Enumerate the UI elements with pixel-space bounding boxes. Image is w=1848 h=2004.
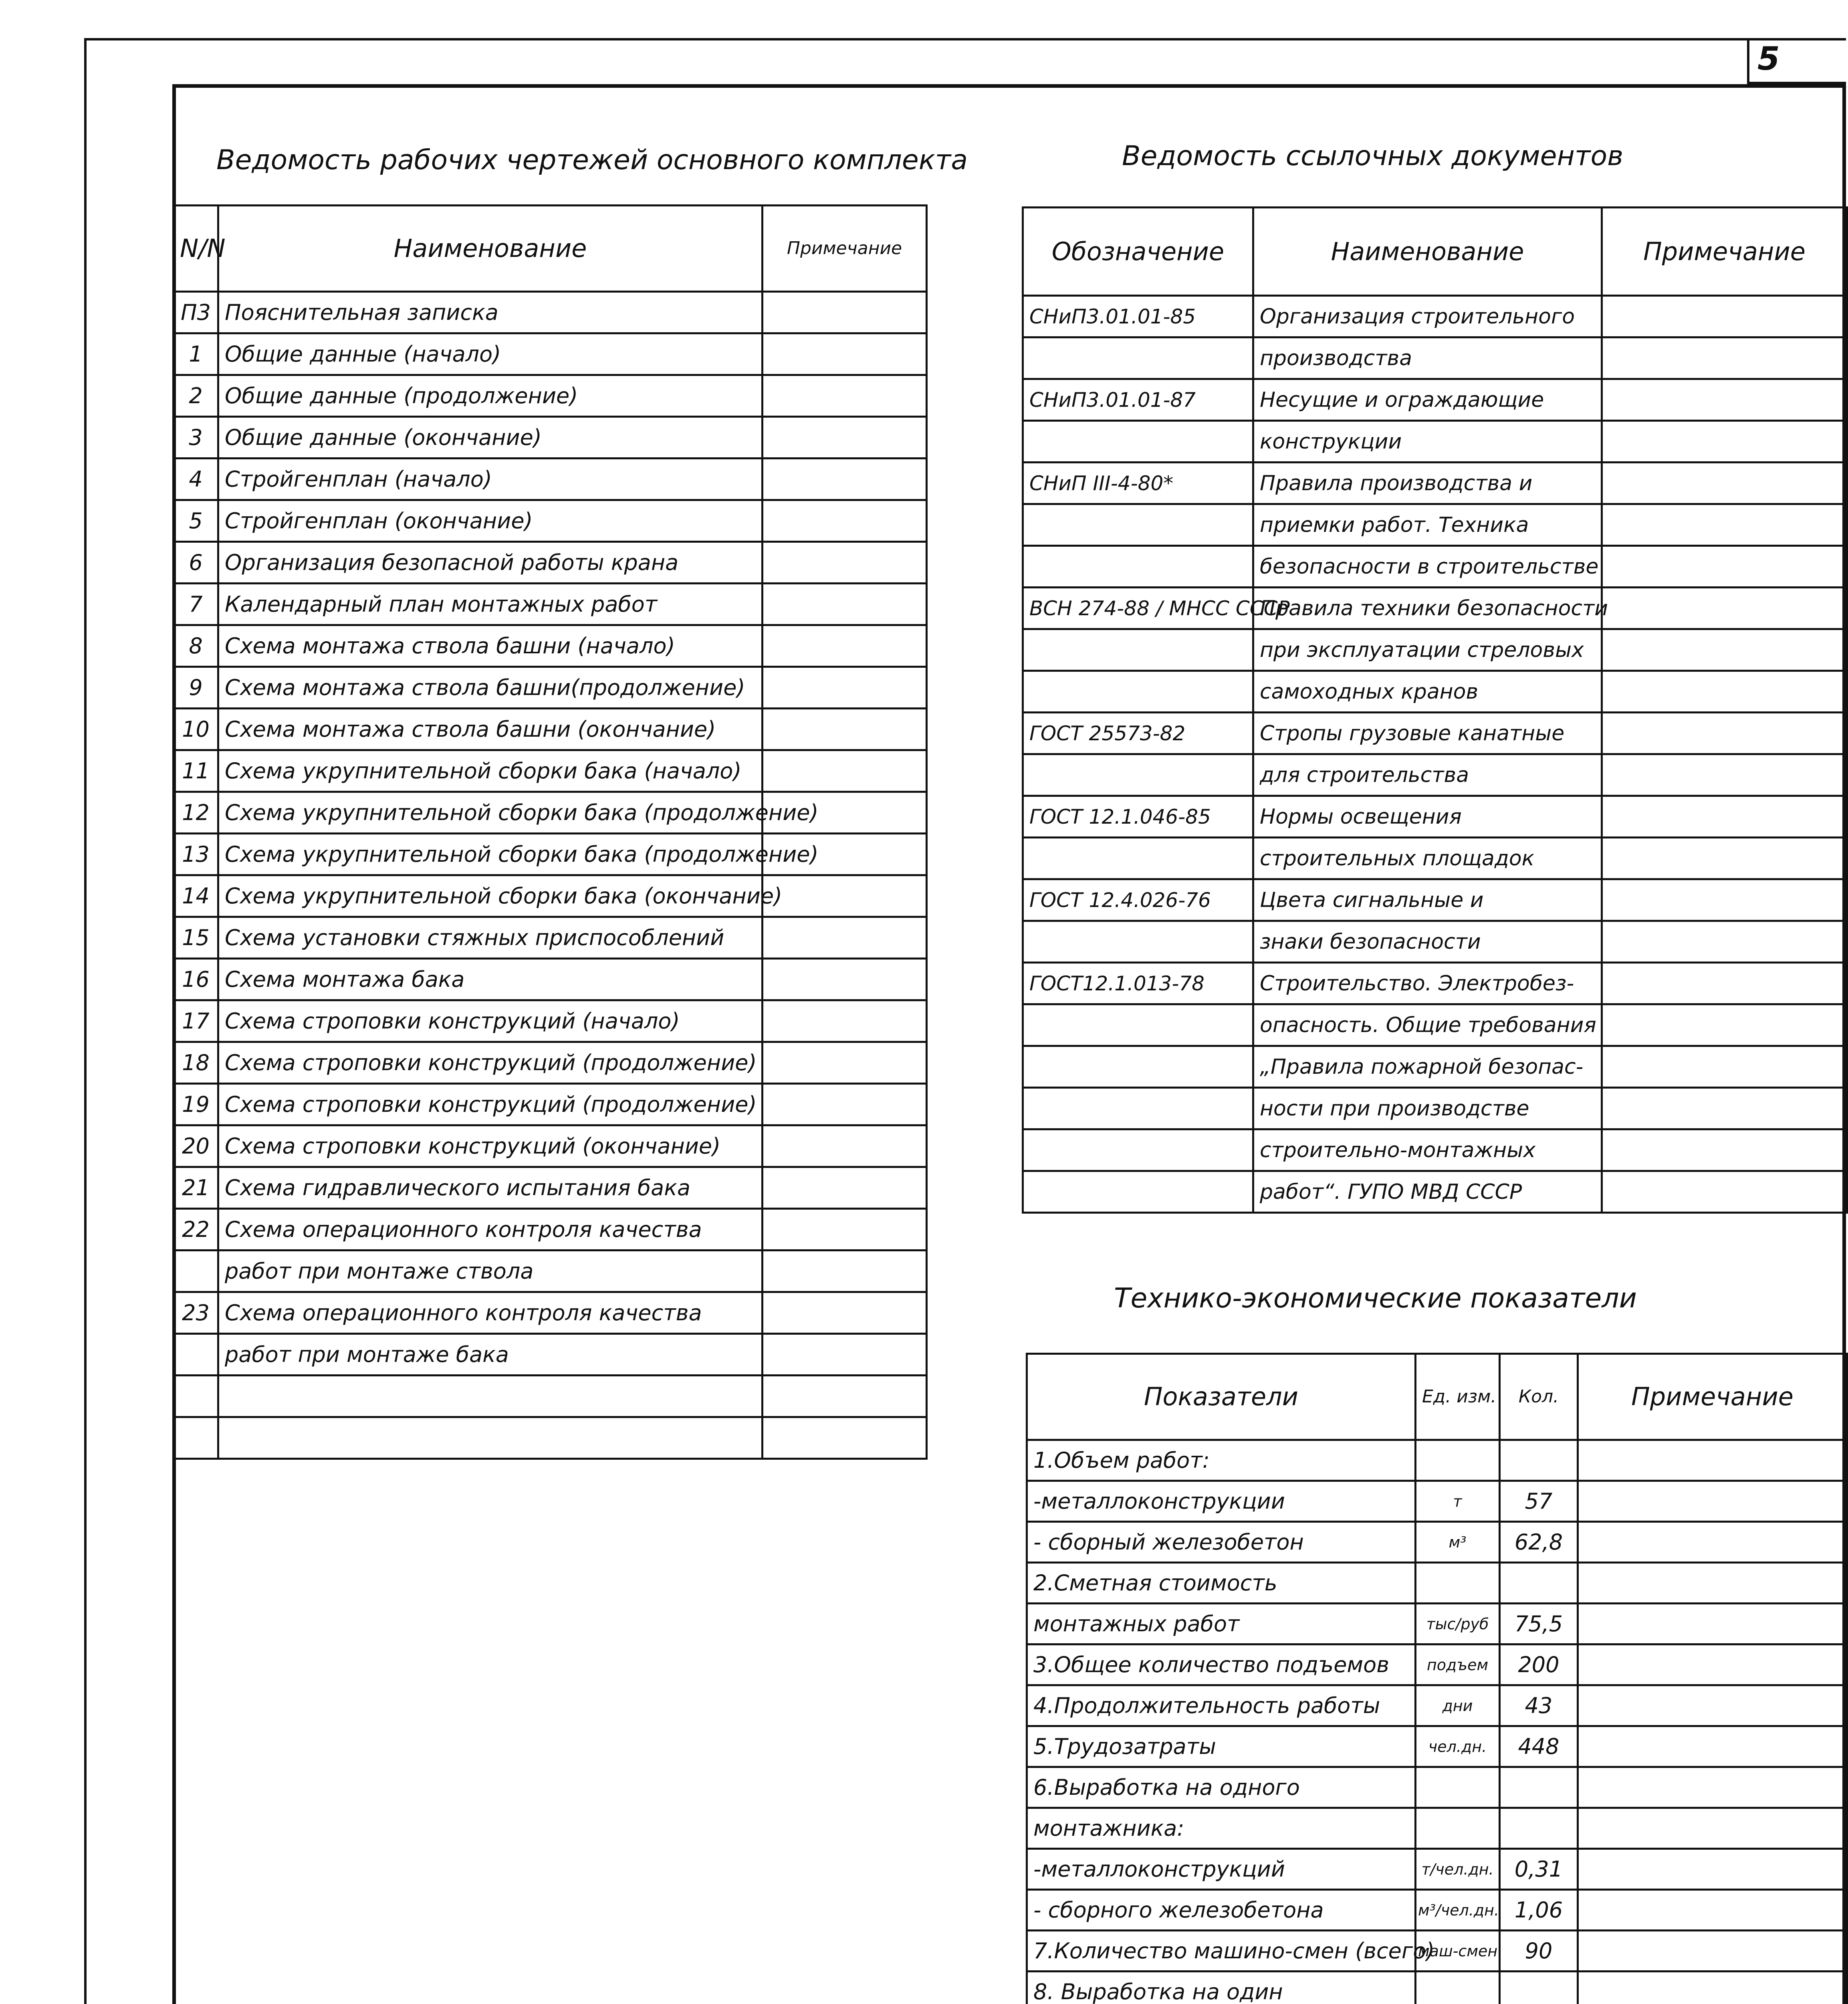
row-note: [1602, 838, 1847, 879]
row-note: [763, 500, 927, 542]
row-indicator: - сборный железобетон: [1027, 1522, 1416, 1563]
table-row: [1027, 1644, 1847, 1685]
table-row: [174, 1167, 927, 1209]
row-name: Стройгенплан (окончание): [218, 500, 763, 542]
row-qty: [1500, 1767, 1578, 1808]
row-note: [1602, 379, 1847, 421]
table-row: [174, 917, 927, 959]
row-num: 8: [174, 625, 218, 667]
row-note: [1602, 796, 1847, 838]
row-num: 1: [174, 333, 218, 375]
row-name: Схема операционного контроля качества: [218, 1292, 763, 1334]
table-row: [1023, 546, 1847, 588]
row-qty: 90: [1500, 1931, 1578, 1972]
row-qty: 1,06: [1500, 1890, 1578, 1931]
row-note: [1602, 629, 1847, 671]
table-row: [1027, 1808, 1847, 1849]
row-name: Организация безопасной работы крана: [218, 542, 763, 584]
row-note: [1602, 504, 1847, 546]
row-qty: [1500, 1972, 1578, 2004]
row-indicator: -металлоконструкции: [1027, 1481, 1416, 1522]
table-row: [1027, 1931, 1847, 1972]
row-code: ГОСТ 12.4.026-76: [1023, 879, 1253, 921]
row-note: [763, 1209, 927, 1250]
table-row: [174, 500, 927, 542]
table-row: [1023, 629, 1847, 671]
row-note: [1602, 1046, 1847, 1088]
row-name: знаки безопасности: [1253, 921, 1602, 963]
row-name: строительно-монтажных: [1253, 1129, 1602, 1171]
row-note: [763, 417, 927, 459]
row-note: [763, 1125, 927, 1167]
row-note: [1602, 588, 1847, 629]
row-code: СНиП3.01.01-85: [1023, 296, 1253, 337]
table-row: [174, 1334, 927, 1376]
row-note: [763, 959, 927, 1000]
table-row: [174, 417, 927, 459]
table-row: [174, 667, 927, 709]
tech-table-title: Технико-экономические показатели: [1114, 1283, 1637, 1314]
table-row: [1023, 754, 1847, 796]
header-qty: Кол.: [1500, 1354, 1578, 1440]
row-code: СНиП3.01.01-87: [1023, 379, 1253, 421]
table-row: [174, 625, 927, 667]
row-note: [763, 917, 927, 959]
row-name: Строительство. Электробез-: [1253, 963, 1602, 1004]
row-note: [1602, 754, 1847, 796]
row-num: 14: [174, 875, 218, 917]
row-name: Схема укрупнительной сборки бака (продолжение): [218, 834, 763, 875]
row-name: Стропы грузовые канатные: [1253, 713, 1602, 754]
row-code: [1023, 921, 1253, 963]
header-name: Наименование: [218, 206, 763, 292]
row-code: [1023, 337, 1253, 379]
row-note: [763, 375, 927, 417]
row-name: Организация строительного: [1253, 296, 1602, 337]
row-note: [763, 292, 927, 333]
table-row: [1027, 1685, 1847, 1726]
row-unit: [1416, 1440, 1500, 1481]
row-name: Схема строповки конструкций (продолжение): [218, 1084, 763, 1125]
table-row: [1023, 337, 1847, 379]
row-name: Схема монтажа ствола башни (окончание): [218, 709, 763, 750]
row-num: 15: [174, 917, 218, 959]
row-unit: дни: [1416, 1685, 1500, 1726]
row-note: [1578, 1481, 1847, 1522]
row-name: работ при монтаже ствола: [218, 1250, 763, 1292]
row-note: [763, 1376, 927, 1417]
row-num: 12: [174, 792, 218, 834]
row-note: [1602, 296, 1847, 337]
table-row: [1027, 1767, 1847, 1808]
row-indicator: 2.Сметная стоимость: [1027, 1563, 1416, 1604]
table-row: [174, 1417, 927, 1459]
table-row: [1023, 379, 1847, 421]
row-name: Схема монтажа бака: [218, 959, 763, 1000]
row-code: [1023, 421, 1253, 463]
row-note: [1578, 1604, 1847, 1644]
row-name: Несущие и ограждающие: [1253, 379, 1602, 421]
row-note: [1602, 713, 1847, 754]
table-row: [1023, 838, 1847, 879]
row-note: [1602, 421, 1847, 463]
row-qty: [1500, 1563, 1578, 1604]
row-num: 13: [174, 834, 218, 875]
table-row: [1023, 1129, 1847, 1171]
row-indicator: 3.Общее количество подъемов: [1027, 1644, 1416, 1685]
table-row: [1023, 421, 1847, 463]
table-row: [1027, 1849, 1847, 1890]
table-row: [174, 750, 927, 792]
row-note: [1602, 1004, 1847, 1046]
row-note: [1578, 1972, 1847, 2004]
row-qty: 75,5: [1500, 1604, 1578, 1644]
row-code: [1023, 546, 1253, 588]
row-note: [1602, 1171, 1847, 1213]
row-note: [763, 1042, 927, 1084]
row-code: [1023, 1004, 1253, 1046]
row-name: опасность. Общие требования: [1253, 1004, 1602, 1046]
row-code: [1023, 1046, 1253, 1088]
row-num: 22: [174, 1209, 218, 1250]
table-row: [1023, 1046, 1847, 1088]
row-code: [1023, 1129, 1253, 1171]
row-unit: маш-смен: [1416, 1931, 1500, 1972]
row-name: Схема укрупнительной сборки бака (окончание): [218, 875, 763, 917]
row-name: Схема установки стяжных приспособлений: [218, 917, 763, 959]
row-name: работ“. ГУПО МВД СССР: [1253, 1171, 1602, 1213]
header-code: Обозначение: [1023, 208, 1253, 296]
table-row: [174, 959, 927, 1000]
row-num: [174, 1376, 218, 1417]
row-note: [1578, 1644, 1847, 1685]
row-num: 4: [174, 459, 218, 500]
row-num: 18: [174, 1042, 218, 1084]
row-note: [1578, 1849, 1847, 1890]
row-indicator: монтажных работ: [1027, 1604, 1416, 1644]
row-note: [1578, 1685, 1847, 1726]
row-name: Схема операционного контроля качества: [218, 1209, 763, 1250]
row-num: 16: [174, 959, 218, 1000]
table-row: [174, 1209, 927, 1250]
row-num: П3: [174, 292, 218, 333]
table-row: [1023, 879, 1847, 921]
row-num: 9: [174, 667, 218, 709]
row-name: Схема укрупнительной сборки бака (продолжение): [218, 792, 763, 834]
table-row: [174, 1292, 927, 1334]
table-row: [1023, 921, 1847, 963]
table-row: [174, 292, 927, 333]
table-row: [1027, 1972, 1847, 2004]
row-name: Схема укрупнительной сборки бака (начало): [218, 750, 763, 792]
row-indicator: 6.Выработка на одного: [1027, 1767, 1416, 1808]
row-note: [1578, 1931, 1847, 1972]
row-note: [1602, 671, 1847, 713]
row-name: производства: [1253, 337, 1602, 379]
table-row: [1023, 963, 1847, 1004]
row-name: [218, 1376, 763, 1417]
row-indicator: 7.Количество машино-смен (всего): [1027, 1931, 1416, 1972]
row-indicator: 5.Трудозатраты: [1027, 1726, 1416, 1767]
row-unit: т: [1416, 1481, 1500, 1522]
row-name: Нормы освещения: [1253, 796, 1602, 838]
row-note: [1578, 1726, 1847, 1767]
row-note: [763, 584, 927, 625]
table-row: [1027, 1440, 1847, 1481]
ref-table-title: Ведомость ссылочных документов: [1122, 140, 1624, 172]
row-note: [1602, 463, 1847, 504]
table-row: [1023, 796, 1847, 838]
row-code: СНиП III-4-80*: [1023, 463, 1253, 504]
table-row: [1023, 713, 1847, 754]
header-note: Примечание: [763, 206, 927, 292]
table-row: [1023, 1004, 1847, 1046]
row-indicator: 1.Объем работ:: [1027, 1440, 1416, 1481]
header-note: Примечание: [1602, 208, 1847, 296]
row-name: самоходных кранов: [1253, 671, 1602, 713]
table-row: [1023, 588, 1847, 629]
row-note: [1602, 337, 1847, 379]
row-code: ГОСТ 25573-82: [1023, 713, 1253, 754]
table-row: [174, 1125, 927, 1167]
header-indicator: Показатели: [1027, 1354, 1416, 1440]
row-name: Схема строповки конструкций (окончание): [218, 1125, 763, 1167]
row-name: Правила производства и: [1253, 463, 1602, 504]
row-name: Схема строповки конструкций (продолжение): [218, 1042, 763, 1084]
row-unit: [1416, 1808, 1500, 1849]
row-qty: 57: [1500, 1481, 1578, 1522]
row-note: [763, 1334, 927, 1376]
table-row: [174, 1250, 927, 1292]
row-note: [1578, 1522, 1847, 1563]
row-note: [763, 459, 927, 500]
row-num: 21: [174, 1167, 218, 1209]
table-row: [1023, 671, 1847, 713]
table-row: [174, 459, 927, 500]
table-row: [174, 375, 927, 417]
row-indicator: -металлоконструкций: [1027, 1849, 1416, 1890]
row-code: [1023, 754, 1253, 796]
row-name: Пояснительная записка: [218, 292, 763, 333]
row-note: [1578, 1563, 1847, 1604]
table-row: [1027, 1481, 1847, 1522]
row-num: 5: [174, 500, 218, 542]
row-unit: т/чел.дн.: [1416, 1849, 1500, 1890]
row-name: ности при производстве: [1253, 1088, 1602, 1129]
row-name: работ при монтаже бака: [218, 1334, 763, 1376]
table-row: [1027, 1563, 1847, 1604]
tech-indicators-table: [1026, 1353, 1848, 2004]
row-qty: [1500, 1808, 1578, 1849]
row-num: 20: [174, 1125, 218, 1167]
row-num: [174, 1334, 218, 1376]
table-row: [174, 875, 927, 917]
table-row: [1027, 1726, 1847, 1767]
table-row: [174, 1376, 927, 1417]
row-note: [1602, 1088, 1847, 1129]
table-row: [1023, 1088, 1847, 1129]
row-note: [763, 709, 927, 750]
row-indicator: - сборного железобетона: [1027, 1890, 1416, 1931]
table-row: [1027, 1604, 1847, 1644]
row-num: 2: [174, 375, 218, 417]
row-note: [763, 875, 927, 917]
table-row: [174, 834, 927, 875]
header-num: N/N: [174, 206, 218, 292]
row-note: [1578, 1440, 1847, 1481]
row-name: Схема монтажа ствола башни(продолжение): [218, 667, 763, 709]
table-row: [174, 1000, 927, 1042]
row-qty: 0,31: [1500, 1849, 1578, 1890]
row-indicator: монтажника:: [1027, 1808, 1416, 1849]
row-note: [1602, 1129, 1847, 1171]
row-code: [1023, 629, 1253, 671]
row-note: [763, 1250, 927, 1292]
row-indicator: 8. Выработка на один: [1027, 1972, 1416, 2004]
row-name: безопасности в строительстве: [1253, 546, 1602, 588]
table-row: [1023, 504, 1847, 546]
row-unit: [1416, 1972, 1500, 2004]
row-note: [763, 1000, 927, 1042]
row-name: приемки работ. Техника: [1253, 504, 1602, 546]
row-unit: тыс/руб: [1416, 1604, 1500, 1644]
row-name: строительных площадок: [1253, 838, 1602, 879]
table-row: [1027, 1522, 1847, 1563]
row-name: Правила техники безопасности: [1253, 588, 1602, 629]
row-note: [763, 625, 927, 667]
row-note: [763, 542, 927, 584]
row-name: Календарный план монтажных работ: [218, 584, 763, 625]
row-qty: 200: [1500, 1644, 1578, 1685]
row-name: Общие данные (окончание): [218, 417, 763, 459]
table-row: [1023, 463, 1847, 504]
table-row: [174, 1042, 927, 1084]
header-unit: Ед. изм.: [1416, 1354, 1500, 1440]
left-table-title: Ведомость рабочих чертежей основного комплекта: [216, 144, 968, 176]
row-code: [1023, 1171, 1253, 1213]
row-unit: м³/чел.дн.: [1416, 1890, 1500, 1931]
row-indicator: 4.Продолжительность работы: [1027, 1685, 1416, 1726]
row-num: [174, 1417, 218, 1459]
row-note: [763, 333, 927, 375]
row-qty: 448: [1500, 1726, 1578, 1767]
row-name: Схема строповки конструкций (начало): [218, 1000, 763, 1042]
row-code: [1023, 504, 1253, 546]
row-code: [1023, 671, 1253, 713]
row-note: [1578, 1890, 1847, 1931]
row-num: 23: [174, 1292, 218, 1334]
row-num: 19: [174, 1084, 218, 1125]
table-row: [174, 709, 927, 750]
row-num: 10: [174, 709, 218, 750]
row-name: Схема монтажа ствола башни (начало): [218, 625, 763, 667]
table-row: [1027, 1890, 1847, 1931]
row-name: [218, 1417, 763, 1459]
row-name: при эксплуатации стреловых: [1253, 629, 1602, 671]
sheet-corner-number: 5: [1747, 40, 1846, 84]
row-note: [1602, 963, 1847, 1004]
row-note: [763, 667, 927, 709]
row-note: [763, 1417, 927, 1459]
row-note: [1602, 546, 1847, 588]
reference-documents-table: [1022, 206, 1848, 1214]
table-row: [174, 584, 927, 625]
row-note: [763, 750, 927, 792]
row-unit: [1416, 1767, 1500, 1808]
row-name: Схема гидравлического испытания бака: [218, 1167, 763, 1209]
row-note: [1578, 1808, 1847, 1849]
row-note: [1578, 1767, 1847, 1808]
row-note: [763, 1167, 927, 1209]
row-name: Цвета сигнальные и: [1253, 879, 1602, 921]
row-name: для строительства: [1253, 754, 1602, 796]
row-code: [1023, 1088, 1253, 1129]
row-name: Общие данные (начало): [218, 333, 763, 375]
row-num: 7: [174, 584, 218, 625]
row-qty: 43: [1500, 1685, 1578, 1726]
table-row: [1023, 296, 1847, 337]
row-name: Стройгенплан (начало): [218, 459, 763, 500]
row-unit: чел.дн.: [1416, 1726, 1500, 1767]
row-code: [1023, 838, 1253, 879]
header-note: Примечание: [1578, 1354, 1847, 1440]
row-name: Общие данные (продолжение): [218, 375, 763, 417]
table-row: [1023, 1171, 1847, 1213]
row-unit: [1416, 1563, 1500, 1604]
row-qty: 62,8: [1500, 1522, 1578, 1563]
row-note: [1602, 921, 1847, 963]
row-code: ГОСТ 12.1.046-85: [1023, 796, 1253, 838]
row-num: [174, 1250, 218, 1292]
row-name: „Правила пожарной безопас-: [1253, 1046, 1602, 1088]
row-num: 17: [174, 1000, 218, 1042]
row-unit: подъем: [1416, 1644, 1500, 1685]
row-unit: м³: [1416, 1522, 1500, 1563]
table-row: [174, 333, 927, 375]
row-code: ГОСТ12.1.013-78: [1023, 963, 1253, 1004]
row-num: 11: [174, 750, 218, 792]
table-row: [174, 542, 927, 584]
working-drawings-table: [172, 204, 928, 1460]
row-num: 6: [174, 542, 218, 584]
row-num: 3: [174, 417, 218, 459]
row-code: ВСН 274-88 / МНСС СССР: [1023, 588, 1253, 629]
table-row: [174, 792, 927, 834]
header-name: Наименование: [1253, 208, 1602, 296]
row-note: [1602, 879, 1847, 921]
table-row: [174, 1084, 927, 1125]
row-name: конструкции: [1253, 421, 1602, 463]
row-note: [763, 1292, 927, 1334]
row-note: [763, 1084, 927, 1125]
row-qty: [1500, 1440, 1578, 1481]
